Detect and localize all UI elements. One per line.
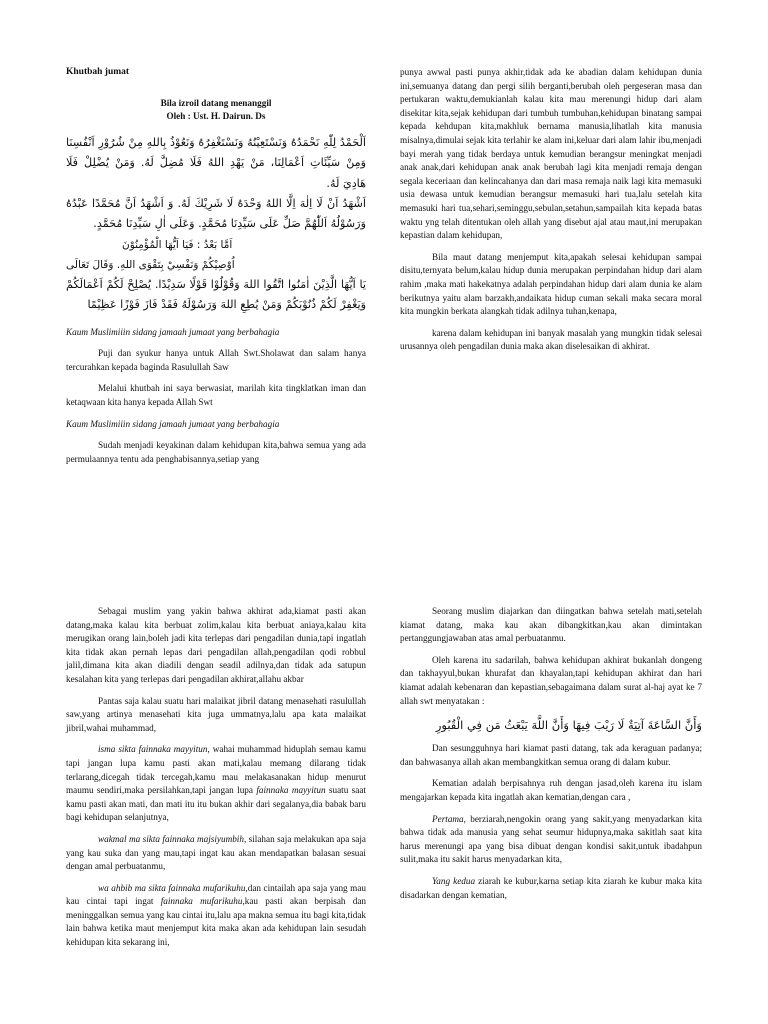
- body-paragraph: punya awwal pasti punya akhir,tidak ada ke abadian dalam kehidupan dunia ini,semuanya datang dan pergi silih berganti,berubah oleh pergeseran masa dan pertukaran waktu,demukianlah kalau kita mau merenungi hidup dari alam disekitar kita,sejak kehidupan dari tumbuh tumbuhan,kehidupan binatang sampai kepada kehdupan kita,makhluk bernama manusia,lihatlah kita manusia misalnya,dimulai sejak kita terlahir ke alam ini,keluar dari alam lahir ibu,menjadi bayi merah yang tidak berdaya untuk kemudian berangsur meningkat menjadi anak anak,dari kehidupan anak anak berubah lagi kita menjadi remaja dengan segala keceriaan dan kelincahanya dan dari masa remaja naik lagi kita memasuki usia dewasa untuk kemudian berangsur memasuki hari tua,lalu setelah kita memasuki hari tua,sehari,seminggu,sebulan,setahun,sampailah kita kepada batas waktu yng telah ditentukan oleh allah yang disebut ajal atau maut,ini merupakan kepastian dalam kehidupan,: [400, 67, 702, 241]
- sermon-author: Oleh : Ust. H. Dairun. Ds: [166, 111, 266, 122]
- arabic-verse: وَأَنَّ السَّاعَةَ آتِيَةٌ لَا رَيْبَ فِيهَا وَأَنَّ اللَّهَ يَبْعَثُ مَن فِي الْقُبُورِ: [435, 718, 702, 733]
- body-paragraph: Pantas saja kalau suatu hari malaikat jibril datang menasehati rasulullah saw,yang artinya menasehati kita juga ummatnya,lalu apa kata malaikat jibril,wahai muhammad,: [66, 695, 366, 733]
- arabic-opening-1: اَلْحَمْدُ لِلّٰهِ نَحْمَدُهُ وَنَسْتَعِيْنُهُ وَنَسْتَغْفِرُهُ وَنَعُوْذُ بِاللهِ مِنْ شُرُوْرِ اَنْفُسِنَا وَمِنْ سَيِّئَاتِ اَعْمَالِنَا، مَنْ يَهْدِ اللهُ فَلَا مُضِلَّ لَهُ. وَمَنْ يُضْلِلْ فَلَا هَادِيَ لَهُ.: [66, 135, 366, 190]
- body-paragraph: Kematian adalah berpisahnya ruh dengan jasad,oleh karena itu islam mengajarkan kepada kita ingatlah akan kematian,dengan cara ,: [400, 778, 702, 802]
- body-paragraph: Sudah menjadi keyakinan dalam kehidupan kita,bahwa semua yang ada permulaannya tentu ada penghabisannya,setiap yang: [66, 440, 366, 464]
- arabic-opening-5: يَا اَيُّهَا الَّذِيْنَ اٰمَنُوا اتَّقُوا اللهَ وَقُوْلُوْا قَوْلًا سَدِيْدًا. يُصْلِحْ لَكُمْ اَعْمَالَكُمْ وَيَغْفِرْ لَكُمْ ذُنُوْبَكُمْ وَمَنْ يُطِعِ اللهَ وَرَسُوْلَهُ فَقَدْ فَازَ فَوْزًا عَظِيْمًا: [66, 277, 366, 312]
- arabic-opening-4: اُوْصِيْكُمْ وَنَفْسِيْ بِتَقْوَى اللهِ. وَقَالَ تَعَالَى: [66, 258, 235, 271]
- sermon-subtitle: Bila izroil datang menanggil: [160, 97, 272, 108]
- arabic-opening-3: اَمَّا بَعْدُ : فَيَا اَيُّهَا الْمُؤْمِنُوْنَ: [122, 238, 233, 251]
- quote-phrase: wa ahbib ma sikta fainnaka mufarikuhu: [98, 882, 246, 893]
- page1-right-column: [400, 66, 702, 354]
- quote-phrase: wakmal ma sikta fainnaka majsiyumbih: [98, 833, 244, 844]
- body-paragraph: wakmal ma sikta fainnaka majsiyumbih, silahan saja melakukan apa saja yang kau suka dan yang mau,tapi ingat kau akan mendapatkan balasan sesuai dengan amal perbuatanmu,: [66, 833, 366, 872]
- page2-left-column: [66, 605, 366, 950]
- body-paragraph: Pertama, berziarah,nengokin orang yang sakit,yang menyadarkan kita bahwa tidak ada manusia yang sehat seumur hidupnya,maka sakitlah saat kita harus merenungi apa yang bisa dibuat dengan kondisi sakit,untuk ibadahpun sulit,maka itu sakit harus menyadarkan kita,: [400, 813, 702, 865]
- ordinal-label: Yang kedua: [432, 875, 476, 886]
- salutation: Kaum Muslimiiin sidang jamaah jumaat yang berbahagia: [66, 418, 280, 429]
- body-paragraph: isma sikta fainnaka mayyitun, wahai muhammad hiduplah semau kamu tapi jangan lupa kamu pasti akan mati,kalau memang dilarang tidak terlarang,dicegah tidak tercegah,kamu mau melakasanakan hidup menurut maumu sendiri,maka persilahkan,tapi jangan lupa fainnaka mayyitun suatu saat kamu pasti akan mati, dan mati itu itu bukan akhir dari segalanya,dia babak baru bagi kehidupan selanjutnya,: [66, 744, 366, 823]
- body-paragraph: Bila maut datang menjemput kita,apakah selesai kehidupan sampai disitu,ternyata belum,kalau hidup dunia merupakan perpindahan hidup dari alam rahim ,maka mati hakekatnya adalah perpindahan hidup dari alam dunia ke alam berikutnya yaitu alam barzakh,andaikata hidup cuman sekali maka secara moral kita mungkin berkata alangkah tidak adilnya tuhan,kenapa,: [400, 251, 702, 317]
- quote-phrase: fainnaka mayyitun: [256, 785, 326, 796]
- page2-right-column: [400, 605, 702, 902]
- body-paragraph: karena dalam kehidupan ini banyak masalah yang mungkin tidak selesai urusannya oleh pengadilan dunia maka akan diselesaikan di akhirat.: [400, 327, 702, 352]
- sermon-title: Khutbah jumat: [66, 67, 130, 77]
- body-paragraph: Puji dan syukur hanya untuk Allah Swt.Sholawat dan salam hanya tercurahkan kepada baginda Rasulullah Saw: [66, 348, 366, 372]
- salutation: Kaum Muslimiiin sidang jamaah jumaat yang berbahagia: [66, 326, 280, 337]
- ordinal-label: Pertama,: [432, 813, 466, 824]
- quote-phrase: fainnaka mufarikuhu: [160, 896, 243, 907]
- page1-left-column: [66, 66, 366, 466]
- quote-phrase: isma sikta fainnaka mayyitun: [98, 744, 208, 755]
- body-paragraph: Sebagai muslim yang yakin bahwa akhirat ada,kiamat pasti akan datang,maka kalau kita berbuat zolim,kalau kita berbuat aniaya,kalau kita merugikan orang lain,boleh jadi kita terlepas dari pengadilan dunia,tapi ingatlah kita tidak akan pernah lepas dari pengadilan allah,pengadilan qodi robbul jalil,dimana kita akan diadili dengan seadil adilnya,dan tidak ada satupun kesalahan kita yang terlepas dari pengadilan akhirat,allahu akbar: [66, 606, 366, 684]
- body-paragraph: Melalui khutbah ini saya berwasiat, marilah kita tingklatkan iman dan ketaqwaan kita hanya kepada Allah Swt: [66, 383, 366, 407]
- body-paragraph: Yang kedua ziarah ke kubur,karna setiap kita ziarah ke kubur maka kita disadarkan dengan kematian,: [400, 875, 703, 900]
- body-paragraph: Seorang muslim diajarkan dan diingatkan bahwa setelah mati,setelah kiamat datang, maka kau akan dibangkitkan,kau akan dimintakan pertanggungjawaban atas amal perbuatanmu.: [400, 606, 702, 644]
- body-paragraph: Oleh karena itu sadarilah, bahwa kehidupan akhirat bukanlah dongeng dan takhayyul,bukan khurafat dan khayalan,tapi kehidupan akhirat dan hari kiamat adalah kebenaran dan kepastian,sebagaimana dalam surat al-haj ayat ke 7 allah swt menyatakan :: [400, 654, 702, 706]
- arabic-opening-2: اَشْهَدُ اَنْ لَا اِلٰهَ اِلَّا اللهُ وَحْدَهُ لَا شَرِيْكَ لَهُ. وَ اَشْهَدُ اَنَّ مُحَمَّدًا عَبْدُهُ وَرَسُوْلُهُ اَللّٰهُمَّ صَلِّ عَلَى سَيِّدِنَا مُحَمَّدٍ. وَعَلَى اٰلِ سَيِّدِنَا مُحَمَّدٍ.: [66, 197, 366, 231]
- body-paragraph: wa ahbib ma sikta fainnaka mufarikuhu,dan cintailah apa saja yang mau kau cintai tapi ingat fainnaka mufarikuhu,kau pasti akan berpisah dan meninggalkan semua yang kau cintai itu,lalu apa makna semua itu bagi kita,tidak lain bahwa ketika maut menjemput kita maka akan ada kehidupan lain sesudah kehidupan kita sekarang ini,: [66, 882, 367, 948]
- body-paragraph: Dan sesungguhnya hari kiamat pasti datang, tak ada keraguan padanya; dan bahwasanya allah akan membangkitkan semua orang di dalam kubur.: [400, 743, 702, 767]
